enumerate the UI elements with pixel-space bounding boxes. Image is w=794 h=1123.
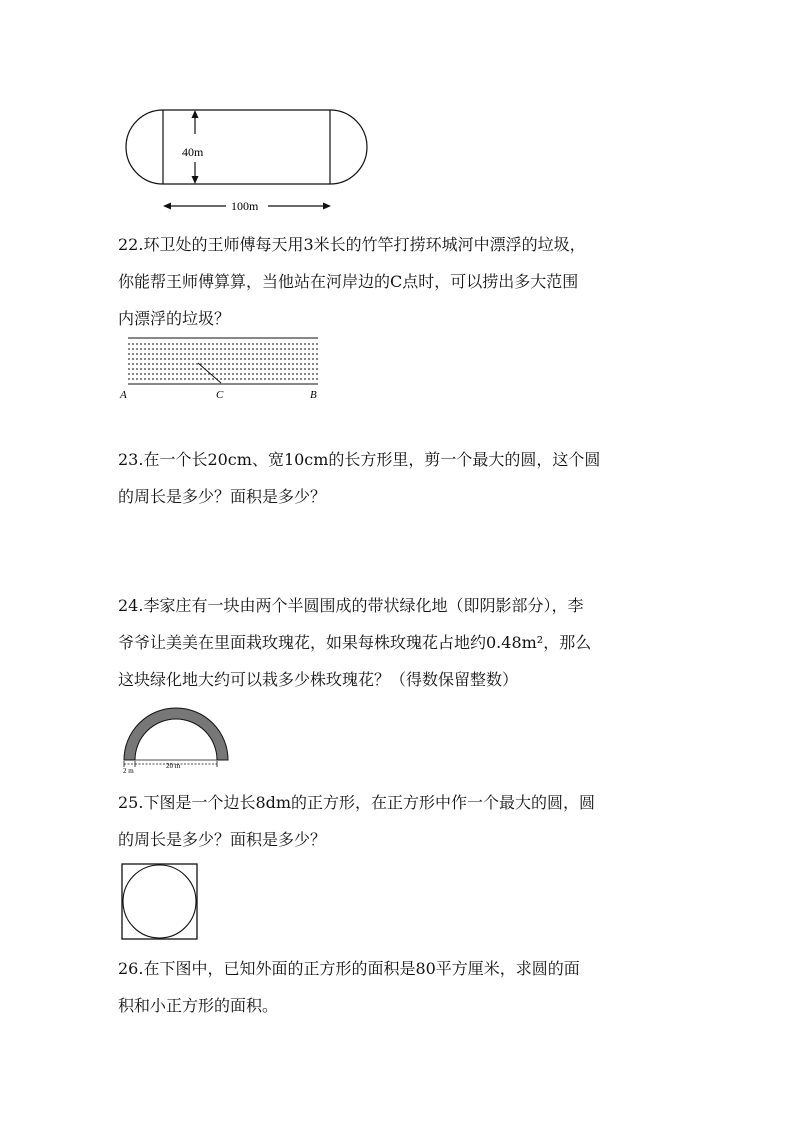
question-24-line-1: 24.李家庄有一块由两个半圆围成的带状绿化地（即阴影部分），李 xyxy=(118,596,584,615)
point-a-label: A xyxy=(120,389,127,401)
arrowhead-left xyxy=(163,203,171,210)
arrowhead-right xyxy=(323,203,331,210)
question-25-line-2: 的周长是多少？面积是多少？ xyxy=(118,830,327,849)
question-26 xyxy=(118,950,688,1024)
band-width-label: 2 m xyxy=(123,767,134,775)
question-22-line-1: 22.环卫处的王师傅每天用3米长的竹竿打捞环城河中漂浮的垃圾， xyxy=(118,235,586,254)
inscribed-circle xyxy=(123,865,196,938)
question-26-line-2: 积和小正方形的面积。 xyxy=(118,996,279,1015)
semicircle-ring-figure xyxy=(118,702,238,776)
arrowhead-up xyxy=(192,110,199,118)
question-23 xyxy=(118,441,688,515)
point-b-label: B xyxy=(310,389,317,401)
track-outline xyxy=(126,110,367,184)
question-24-line-3: 这块绿化地大约可以栽多少株玫瑰花？（得数保留整数） xyxy=(118,670,519,689)
question-23-line-1: 23.在一个长20cm、宽10cm的长方形里，剪一个最大的圆，这个圆 xyxy=(118,450,601,469)
question-25-line-1: 25.下图是一个边长8dm的正方形，在正方形中作一个最大的圆，圆 xyxy=(118,793,596,812)
question-25 xyxy=(118,784,688,858)
arrowhead-down xyxy=(192,176,199,184)
inner-diameter-label: 20 m xyxy=(166,762,181,770)
question-24-line-2: 爷爷让美美在里面栽玫瑰花，如果每株玫瑰花占地约0.48m²，那么 xyxy=(118,633,592,652)
question-22-line-2: 你能帮王师傅算算，当他站在河岸边的C点时，可以捞出多大范围 xyxy=(118,272,579,291)
question-22 xyxy=(118,226,688,337)
square-circle-figure xyxy=(120,862,200,942)
question-23-line-2: 的周长是多少？面积是多少？ xyxy=(118,487,327,506)
height-label: 40m xyxy=(182,145,204,159)
question-24 xyxy=(118,587,688,698)
outer-square xyxy=(122,864,197,939)
point-c-label: C xyxy=(216,389,224,401)
bamboo-pole xyxy=(198,363,221,383)
track-figure xyxy=(118,100,378,218)
river-figure xyxy=(118,332,328,402)
width-label: 100m xyxy=(231,199,259,213)
question-22-line-3: 内漂浮的垃圾？ xyxy=(118,309,231,328)
question-26-line-1: 26.在下图中，已知外面的正方形的面积是80平方厘米，求圆的面 xyxy=(118,959,580,978)
shaded-ring xyxy=(124,708,228,760)
